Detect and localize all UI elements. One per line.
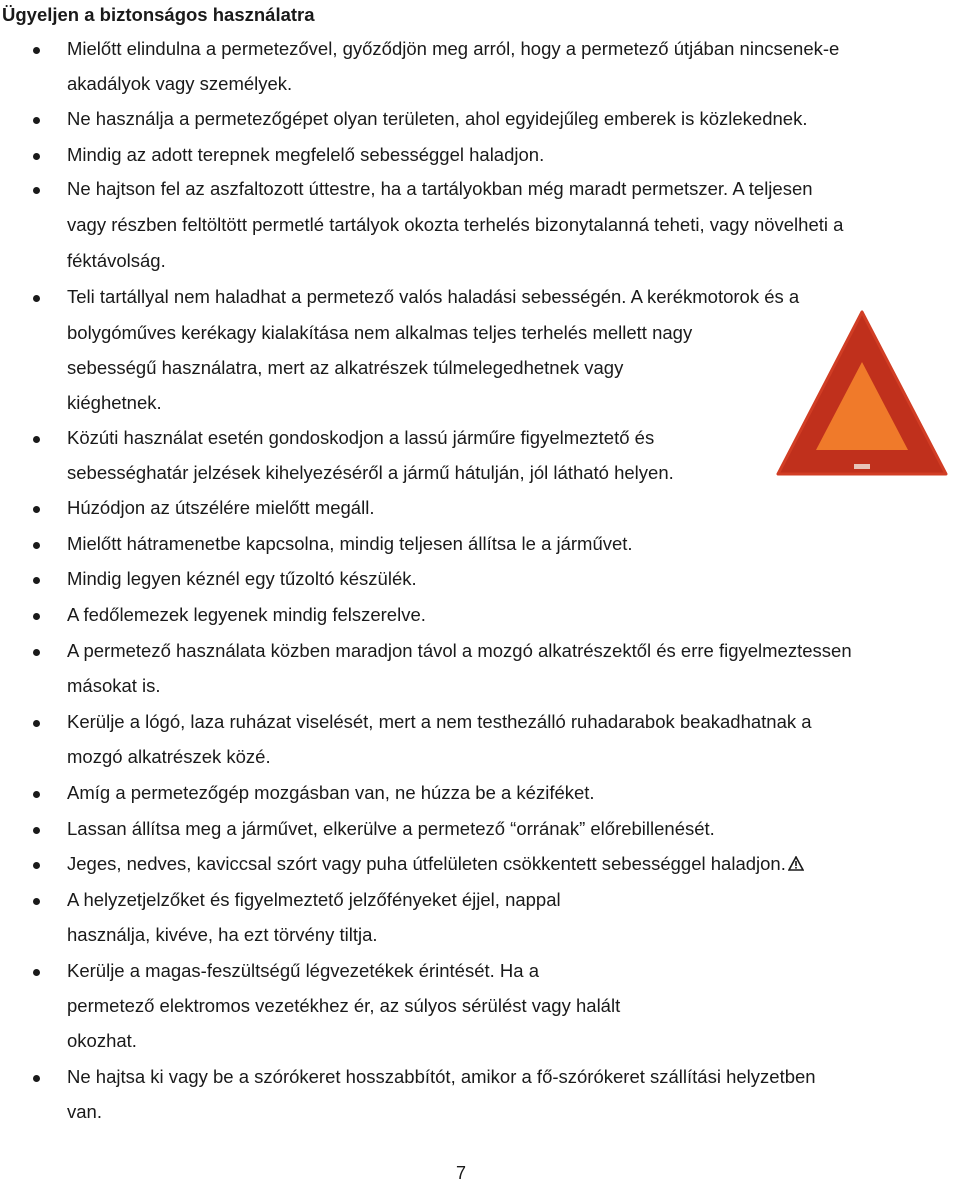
list-item-line: Ne hajtsa ki vagy be a szórókeret hosszabbítót, amikor a fő-szórókeret szállítási helyzetben <box>67 1066 816 1087</box>
bullet-point <box>33 898 40 905</box>
list-item-line: okozhat. <box>67 1030 137 1051</box>
bullet-point <box>33 542 40 549</box>
list-item-line: van. <box>67 1101 102 1122</box>
list-item-line: A helyzetjelzőket és figyelmeztető jelzőfényeket éjjel, nappal <box>67 889 561 910</box>
list-item-line: Kerülje a lógó, laza ruházat viselését, mert a nem testhezálló ruhadarabok beakadhatnak a <box>67 711 812 732</box>
list-item-line: akadályok vagy személyek. <box>67 73 293 94</box>
list-item-line: Mindig legyen kéznél egy tűzoltó készülék. <box>67 568 417 589</box>
list-item-line: Ne használja a permetezőgépet olyan területen, ahol egyidejűleg emberek is közlekednek. <box>67 108 808 129</box>
list-item-line: A permetező használata közben maradjon távol a mozgó alkatrészektől és erre figyelmeztessen <box>67 640 852 661</box>
list-item-line: másokat is. <box>67 675 161 696</box>
list-item-line: permetező elektromos vezetékhez ér, az súlyos sérülést vagy halált <box>67 995 621 1016</box>
list-item-line: féktávolság. <box>67 250 166 271</box>
bullet-point <box>33 862 40 869</box>
list-item-line: Amíg a permetezőgép mozgásban van, ne húzza be a kéziféket. <box>67 782 595 803</box>
bullet-point <box>33 153 40 160</box>
list-item-line: Kerülje a magas-feszültségű légvezetékek érintését. Ha a <box>67 960 540 981</box>
list-item-line: mozgó alkatrészek közé. <box>67 746 271 767</box>
bullet-point <box>33 117 40 124</box>
slow-moving-vehicle-sign <box>774 306 950 486</box>
warning-triangle-icon <box>788 856 804 871</box>
bullet-point <box>33 969 40 976</box>
bullet-point <box>33 649 40 656</box>
list-item-line: Lassan állítsa meg a járművet, elkerülve a permetező “orrának” előrebillenését. <box>67 818 715 839</box>
bullet-point <box>33 436 40 443</box>
page-number: 7 <box>455 1163 466 1183</box>
bullet-point <box>33 791 40 798</box>
bullet-point <box>33 47 40 54</box>
bullet-point <box>33 577 40 584</box>
bullet-point <box>33 295 40 302</box>
sign-label <box>854 464 870 469</box>
bullet-point <box>33 506 40 513</box>
list-item-line: használja, kivéve, ha ezt törvény tiltja. <box>67 924 378 945</box>
list-item-line: Mindig az adott terepnek megfelelő sebességgel haladjon. <box>67 144 545 165</box>
bullet-point <box>33 613 40 620</box>
list-item-line: Közúti használat esetén gondoskodjon a lassú járműre figyelmeztető és <box>67 427 655 448</box>
list-item-line: A fedőlemezek legyenek mindig felszerelve. <box>67 604 426 625</box>
list-item-line: kiéghetnek. <box>67 392 162 413</box>
bullet-point <box>33 187 40 194</box>
list-item-line: Húzódjon az útszélére mielőtt megáll. <box>67 497 375 518</box>
bullet-point <box>33 720 40 727</box>
list-item-line: vagy részben feltöltött permetlé tartályok okozta terhelés bizonytalanná teheti, vagy növelheti a <box>67 214 844 235</box>
list-item-line: Teli tartállyal nem haladhat a permetező valós haladási sebességén. A kerékmotorok és a <box>67 286 800 307</box>
list-item-line: Jeges, nedves, kaviccsal szórt vagy puha útfelületen csökkentett sebességgel haladjon. <box>67 852 804 876</box>
list-item-line: sebességhatár jelzések kihelyezéséről a jármű hátulján, jól látható helyen. <box>67 462 674 483</box>
list-item-line: Mielőtt elindulna a permetezővel, győződjön meg arról, hogy a permetező útjában nincsenek-e <box>67 38 840 59</box>
list-item-line: Ne hajtson fel az aszfaltozott úttestre, ha a tartályokban még maradt permetszer. A teljesen <box>67 178 813 199</box>
warning-exclamation <box>795 861 797 866</box>
bullet-point <box>33 827 40 834</box>
page-heading: Ügyeljen a biztonságos használatra <box>2 4 315 25</box>
list-item-line: bolygóműves kerékagy kialakítása nem alkalmas teljes terhelés mellett nagy <box>67 322 693 343</box>
warning-exclamation-dot <box>795 867 797 869</box>
list-item-line: sebességű használatra, mert az alkatrészek túlmelegedhetnek vagy <box>67 357 624 378</box>
bullet-point <box>33 1075 40 1082</box>
list-item-line: Mielőtt hátramenetbe kapcsolna, mindig teljesen állítsa le a járművet. <box>67 533 633 554</box>
